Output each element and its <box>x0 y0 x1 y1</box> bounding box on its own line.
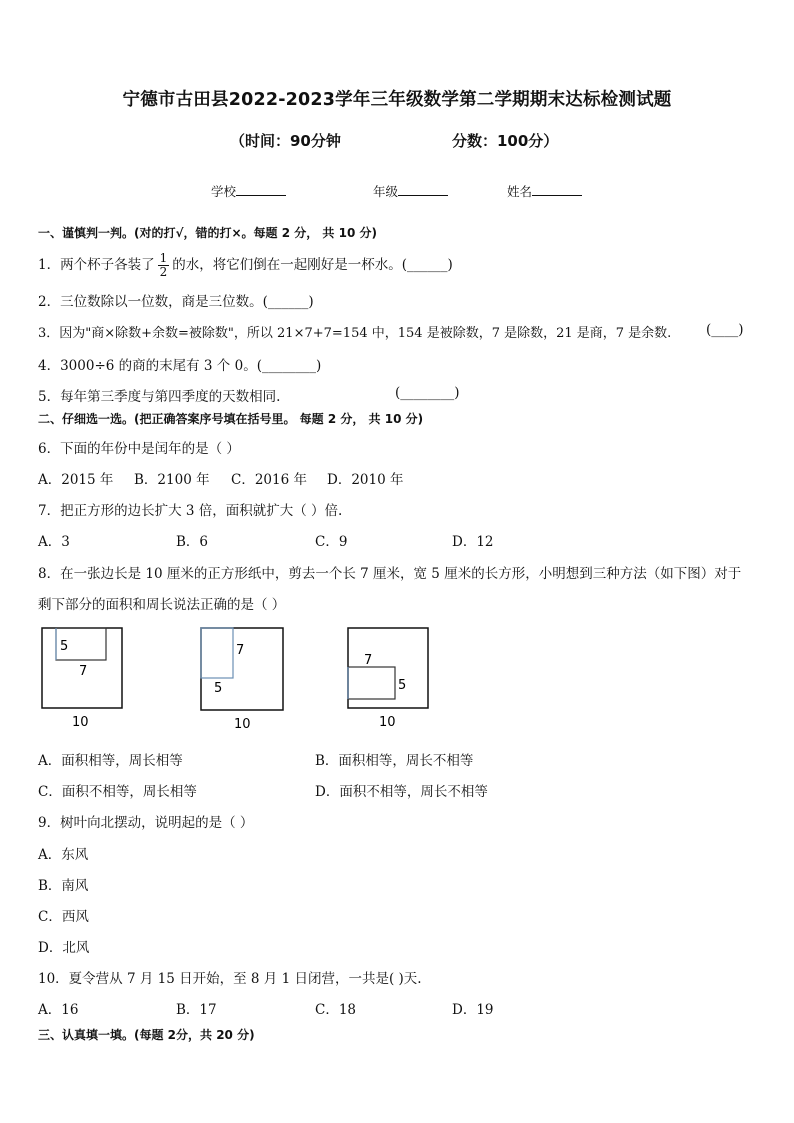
q1-pre: 1．两个杯子各装了 <box>38 257 155 273</box>
figure-3-label-side: 10 <box>379 715 396 730</box>
figure-1 <box>36 622 136 732</box>
q8-option-a[interactable]: A．面积相等，周长相等 <box>38 753 183 769</box>
grade-field[interactable] <box>373 182 448 200</box>
q7-option-b[interactable]: B．6 <box>176 534 209 550</box>
figure-1-label-length: 7 <box>79 664 88 679</box>
q7-option-d[interactable]: D．12 <box>452 534 494 550</box>
figure-1-label-width: 5 <box>60 639 69 654</box>
section3-heading: 三、认真填一填。(每题 2分，共 20 分) <box>38 1028 255 1042</box>
q9-option-a[interactable]: A．东风 <box>38 847 89 863</box>
grade-blank[interactable] <box>398 183 448 196</box>
school-blank[interactable] <box>236 183 286 196</box>
school-label: 学校 <box>211 184 237 199</box>
question-5-blank[interactable]: (________) <box>395 385 460 401</box>
name-field[interactable] <box>507 182 582 200</box>
figure-2-label-width: 5 <box>214 681 223 696</box>
question-4: 4．3000÷6 的商的末尾有 3 个 0。(________) <box>38 358 322 374</box>
question-3-blank[interactable]: (____) <box>706 322 744 338</box>
question-1 <box>38 252 453 279</box>
question-3: 3．因为"商×除数+余数=被除数"，所以 21×7+7=154 中，154 是被除数，7 是除数，21 是商，7 是余数. <box>38 326 672 341</box>
q1-post: 的水，将它们倒在一起刚好是一杯水。(______) <box>172 257 453 273</box>
q6-option-a[interactable]: A．2015 年 <box>38 472 114 488</box>
question-7: 7．把正方形的边长扩大 3 倍，面积就扩大（ ）倍. <box>38 503 343 519</box>
question-2: 2．三位数除以一位数，商是三位数。(______) <box>38 294 314 310</box>
figure-1-label-side: 10 <box>72 715 89 730</box>
question-8-line1: 8．在一张边长是 10 厘米的正方形纸中，剪去一个长 7 厘米，宽 5 厘米的长方形，小明想到三种方法（如下图）对于 <box>38 566 742 582</box>
name-blank[interactable] <box>532 183 582 196</box>
grade-label: 年级 <box>373 184 399 199</box>
question-5: 5．每年第三季度与第四季度的天数相同. <box>38 389 281 405</box>
exam-time: （时间：90分钟 <box>230 132 341 150</box>
q7-option-c[interactable]: C．9 <box>315 534 348 550</box>
name-label: 姓名 <box>507 184 533 199</box>
question-6: 6．下面的年份中是闰年的是（ ） <box>38 441 240 457</box>
question-8-line2: 剩下部分的面积和周长说法正确的是（ ） <box>38 597 286 613</box>
figure-2 <box>195 622 295 732</box>
q8-option-b[interactable]: B．面积相等，周长不相等 <box>315 753 474 769</box>
q6-option-b[interactable]: B．2100 年 <box>134 472 210 488</box>
figure-2-cut-rect <box>201 628 233 678</box>
figure-2-label-length: 7 <box>236 643 245 658</box>
q8-option-c[interactable]: C．面积不相等，周长相等 <box>38 784 197 800</box>
fraction-numerator: 1 <box>159 251 168 265</box>
q9-option-b[interactable]: B．南风 <box>38 878 89 894</box>
figure-3-square <box>348 628 428 708</box>
question-9: 9．树叶向北摆动，说明起的是（ ） <box>38 815 254 831</box>
q8-option-d[interactable]: D．面积不相等，周长不相等 <box>315 784 488 800</box>
section1-heading: 一、谨慎判一判。(对的打√，错的打×。每题 2 分， 共 10 分) <box>38 226 377 240</box>
figure-3 <box>342 622 442 732</box>
figure-3-cut-rect <box>348 667 395 699</box>
figure-2-square <box>201 628 283 710</box>
figure-3-label-width: 5 <box>398 678 407 693</box>
figure-3-label-length: 7 <box>364 653 373 668</box>
q9-option-d[interactable]: D．北风 <box>38 940 90 956</box>
figure-2-label-side: 10 <box>234 717 251 732</box>
q10-option-c[interactable]: C．18 <box>315 1002 357 1018</box>
q10-option-a[interactable]: A．16 <box>38 1002 79 1018</box>
fraction-denominator: 2 <box>159 265 168 279</box>
fraction-one-half <box>158 252 170 279</box>
exam-score: 分数：100分） <box>452 132 559 150</box>
q10-option-d[interactable]: D．19 <box>452 1002 494 1018</box>
q7-option-a[interactable]: A．3 <box>38 534 70 550</box>
question-10: 10．夏令营从 7 月 15 日开始，至 8 月 1 日闭营，一共是( )天. <box>38 971 422 987</box>
q6-option-d[interactable]: D．2010 年 <box>327 472 404 488</box>
section2-heading: 二、仔细选一选。(把正确答案序号填在括号里。 每题 2 分， 共 10 分) <box>38 412 424 426</box>
q10-option-b[interactable]: B．17 <box>176 1002 217 1018</box>
page-title: 宁德市古田县2022-2023学年三年级数学第二学期期末达标检测试题 <box>122 90 672 110</box>
q6-option-c[interactable]: C．2016 年 <box>231 472 307 488</box>
school-field[interactable] <box>211 182 286 200</box>
q9-option-c[interactable]: C．西风 <box>38 909 89 925</box>
